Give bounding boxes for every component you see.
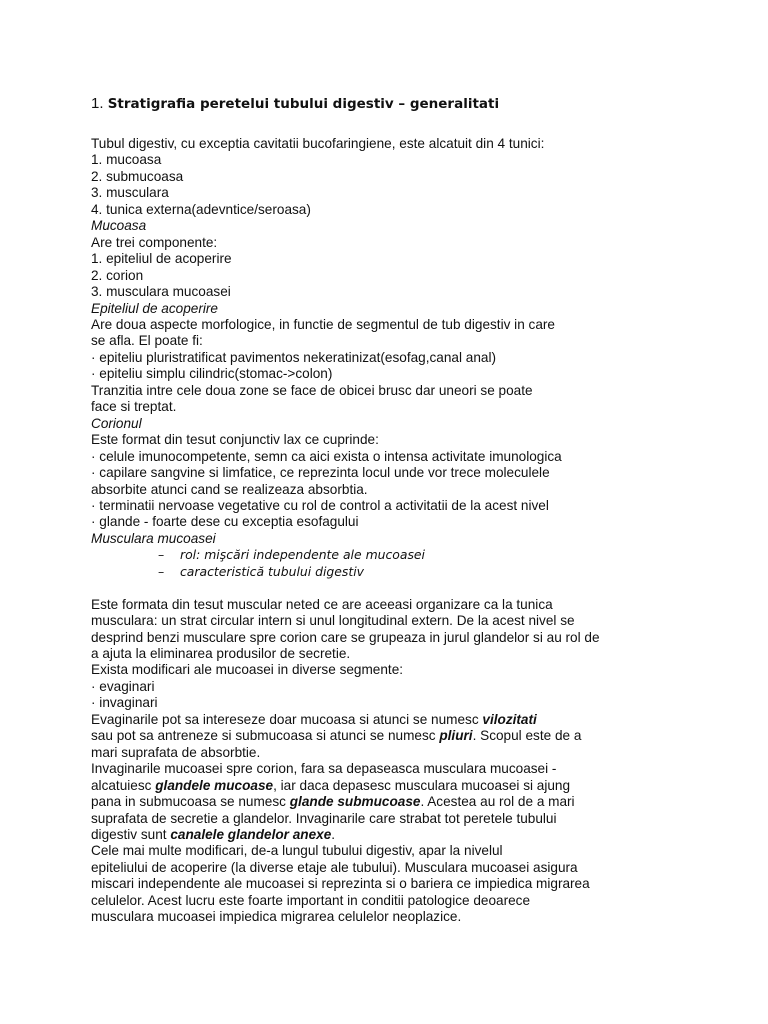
text-line: [91, 498, 711, 514]
text-line: [91, 893, 711, 909]
text-line: [91, 218, 711, 234]
text-segment: Are doua aspecte morfologice, in functie de segmentul de tub digestiv in care: [91, 316, 555, 332]
text-segment: 3. musculara: [91, 185, 169, 201]
text-segment: 3. musculara mucoasei: [91, 284, 231, 300]
text-line: [91, 514, 711, 530]
text-segment: epiteliului de acoperire (la diverse etaje ale tubului). Musculara mucoasei asigura: [91, 859, 578, 875]
text-segment: 1. epiteliul de acoperire: [91, 251, 232, 267]
text-line: [91, 350, 711, 366]
subsection-heading: Corionul: [91, 415, 142, 431]
text-segment: · glande - foarte dese cu exceptia esofagului: [91, 514, 359, 530]
text-line: [91, 235, 711, 251]
text-line: [91, 630, 711, 646]
text-segment: · celule imunocompetente, semn ca aici exista o intensa activitate imunologica: [91, 448, 562, 464]
dash-item-text: rol: mişcări independente ale mucoasei: [180, 547, 425, 563]
document-body: [91, 136, 711, 926]
text-line: [91, 843, 711, 859]
text-line: [91, 185, 711, 201]
text-segment: . Acestea au rol de a mari: [420, 794, 575, 810]
text-line: [91, 876, 711, 892]
text-segment: Tubul digestiv, cu exceptia cavitatii bucofaringiene, este alcatuit din 4 tunici:: [91, 136, 545, 151]
text-line: [91, 613, 711, 629]
text-segment: · epiteliu simplu cilindric(stomac->colon): [91, 366, 333, 382]
text-segment: · terminatii nervoase vegetative cu rol de control a activitatii de la acest nivel: [91, 497, 549, 513]
text-line: [91, 333, 711, 349]
subsection-heading: Epiteliul de acoperire: [91, 300, 218, 316]
text-line: [91, 827, 711, 843]
text-segment: 2. corion: [91, 267, 144, 283]
subsection-heading: Musculara mucoasei: [91, 530, 216, 546]
text-segment: a ajuta la eliminarea produsilor de secretie.: [91, 646, 351, 662]
text-segment: mari suprafata de absorbtie.: [91, 744, 261, 760]
text-segment: suprafata de secretie a glandelor. Invaginarile care strabat tot peretele tubului: [91, 810, 557, 826]
text-line: [91, 860, 711, 876]
text-line: [91, 317, 711, 333]
key-term: glandele mucoase: [155, 777, 274, 793]
text-line: [91, 811, 711, 827]
text-segment: Este formata din tesut muscular neted ce are aceeasi organizare ca la tunica: [91, 596, 553, 612]
text-line: [91, 449, 711, 465]
dash-item-text: caracteristică tubului digestiv: [180, 563, 365, 579]
text-segment: · invaginari: [91, 695, 158, 711]
section-title: Stratigrafia peretelui tubului digestiv – generalitati: [107, 96, 500, 112]
text-line: [91, 251, 711, 267]
text-line: [91, 794, 711, 810]
text-segment: miscari independente ale mucoasei si reprezinta si o bariera ce impiedica migrarea: [91, 876, 590, 892]
text-segment: Are trei componente:: [91, 234, 218, 250]
dash-list-item: [91, 564, 711, 580]
text-line: [91, 416, 711, 432]
text-segment: absorbite atunci cand se realizeaza absorbtia.: [91, 481, 368, 497]
text-line: [91, 152, 711, 168]
text-segment: .: [331, 827, 336, 843]
text-segment: digestiv sunt: [91, 827, 171, 843]
text-line: [91, 136, 711, 152]
text-line: [91, 301, 711, 317]
text-line: [91, 169, 711, 185]
text-segment: , iar daca depasesc musculara mucoasei si ajung: [273, 777, 571, 793]
text-line: [91, 695, 711, 711]
text-line: [91, 646, 711, 662]
text-line: [91, 482, 711, 498]
section-heading: [91, 95, 711, 113]
text-line: [91, 745, 711, 761]
text-segment: pana in submucoasa se numesc: [91, 794, 290, 810]
key-term: pliuri: [439, 728, 473, 744]
text-line: [91, 383, 711, 399]
text-line: [91, 284, 711, 300]
text-segment: Exista modificari ale mucoasei in diverse segmente:: [91, 662, 404, 678]
subsection-heading: Mucoasa: [91, 218, 147, 234]
text-segment: celulelor. Acest lucru este foarte important in conditii patologice deoarece: [91, 892, 531, 908]
text-segment: . Scopul este de a: [472, 728, 582, 744]
section-number: 1.: [91, 95, 104, 112]
text-segment: Tranzitia intre cele doua zone se face de obicei brusc dar uneori se poate: [91, 382, 533, 398]
text-segment: Cele mai multe modificari, de-a lungul tubului digestiv, apar la nivelul: [91, 843, 503, 859]
paragraph-gap: [91, 580, 711, 596]
text-segment: Este format din tesut conjunctiv lax ce cuprinde:: [91, 432, 379, 448]
text-line: [91, 778, 711, 794]
text-segment: musculara mucoasei impiedica migrarea celulelor neoplazice.: [91, 909, 462, 925]
text-segment: face si treptat.: [91, 399, 177, 415]
text-segment: se afla. El poate fi:: [91, 333, 203, 349]
key-term: glande submucoase: [289, 794, 421, 810]
text-segment: Invaginarile mucoasei spre corion, fara sa depaseasca musculara mucoasei -: [91, 761, 557, 777]
text-segment: alcatuiesc: [91, 777, 156, 793]
text-segment: · evaginari: [91, 678, 155, 694]
text-segment: · capilare sangvine si limfatice, ce reprezinta locul unde vor trece moleculele: [91, 465, 550, 481]
text-line: [91, 728, 711, 744]
text-line: [91, 712, 711, 728]
text-segment: 4. tunica externa(adevntice/seroasa): [91, 201, 311, 217]
text-line: [91, 465, 711, 481]
dash-bullet: –: [158, 547, 165, 563]
text-line: [91, 679, 711, 695]
text-line: [91, 202, 711, 218]
text-segment: 1. mucoasa: [91, 152, 162, 168]
text-line: [91, 366, 711, 382]
text-segment: · epiteliu pluristratificat pavimentos nekeratinizat(esofag,canal anal): [91, 349, 496, 365]
text-segment: sau pot sa antreneze si submucoasa si atunci se numesc: [91, 728, 440, 744]
dash-list-item: [91, 547, 711, 563]
key-term: canalele glandelor anexe: [170, 827, 332, 843]
text-segment: Evaginarile pot sa intereseze doar mucoasa si atunci se numesc: [91, 711, 483, 727]
text-segment: 2. submucoasa: [91, 168, 184, 184]
text-line: [91, 662, 711, 678]
dash-bullet: –: [158, 563, 165, 579]
text-segment: musculara: un strat circular intern si unul longitudinal extern. De la acest nivel se: [91, 613, 575, 629]
text-segment: desprind benzi musculare spre corion care se grupeaza in jurul glandelor si au rol de: [91, 629, 600, 645]
text-line: [91, 909, 711, 925]
text-line: [91, 761, 711, 777]
document-page: [91, 95, 711, 926]
text-line: [91, 597, 711, 613]
text-line: [91, 531, 711, 547]
text-line: [91, 268, 711, 284]
key-term: vilozitati: [482, 711, 537, 727]
text-line: [91, 399, 711, 415]
text-line: [91, 432, 711, 448]
